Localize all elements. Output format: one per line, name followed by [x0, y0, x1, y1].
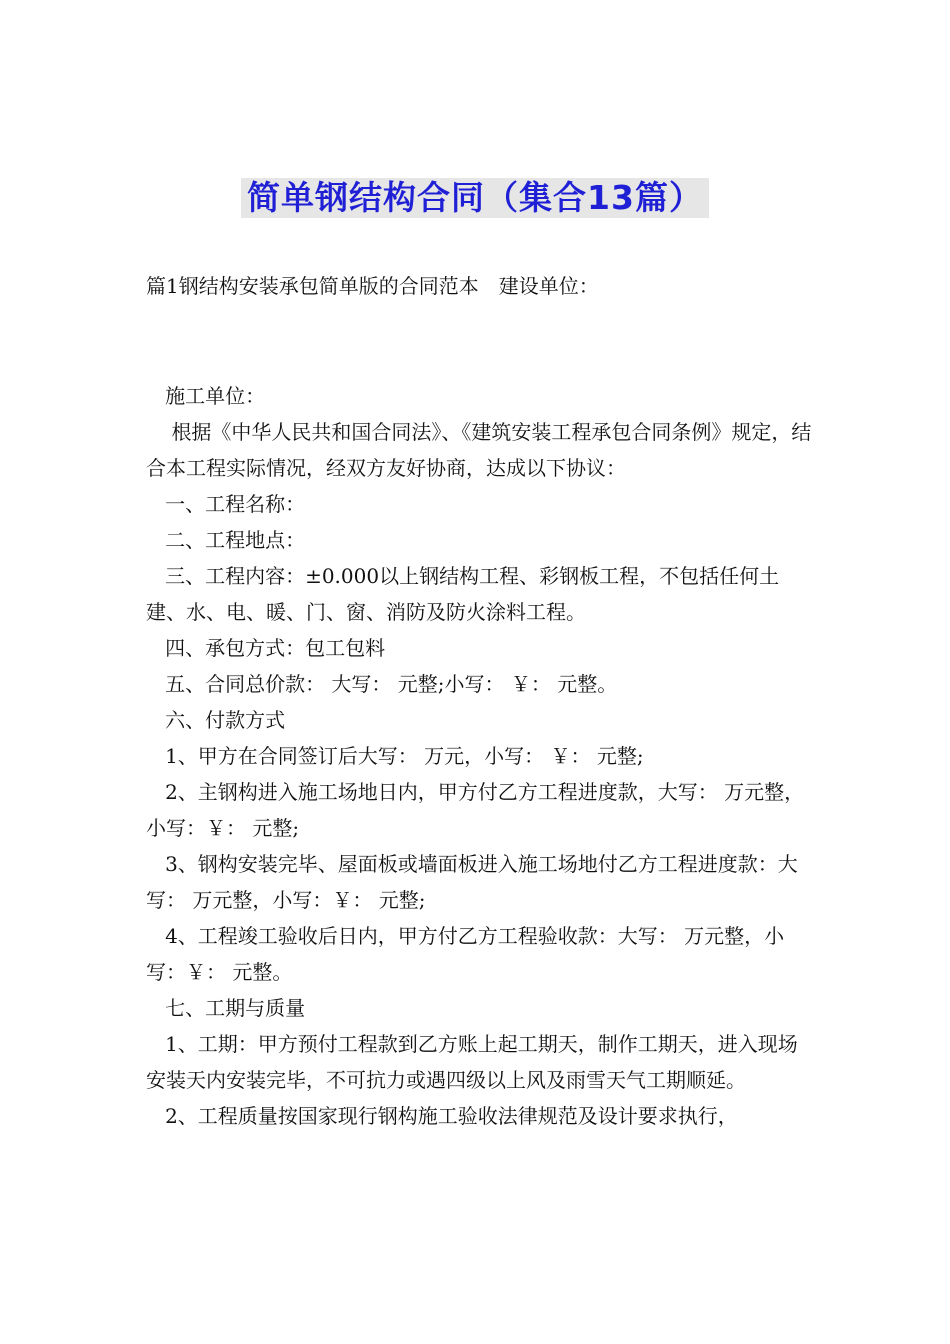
paragraph: 一、工程名称：	[146, 492, 306, 516]
paragraph: 3、钢构安装完毕、屋面板或墙面板进入施工场地付乙方工程进度款：大写： 万元整，小写：￥： 元整;	[146, 852, 798, 912]
paragraph: 根据《中华人民共和国合同法》、《建筑安装工程承包合同条例》规定，结合本工程实际情况，经双方友好协商，达成以下协议：	[146, 420, 812, 480]
document-title: 简单钢结构合同（集合13篇）	[241, 178, 709, 218]
paragraph: 二、工程地点：	[146, 528, 306, 552]
paragraph: 2、工程质量按国家现行钢构施工验收法律规范及设计要求执行，	[146, 1104, 738, 1128]
paragraph: 七、工期与质量	[146, 996, 306, 1020]
paragraph: 施工单位：	[146, 384, 266, 408]
document-body	[146, 268, 816, 1134]
section-heading: 篇1钢结构安装承包简单版的合同范本 建设单位：	[146, 274, 599, 298]
title-area	[0, 178, 950, 218]
paragraph: 4、工程竣工验收后日内，甲方付乙方工程验收款：大写： 万元整，小写：￥： 元整。	[146, 924, 785, 984]
paragraph: 四、承包方式：包工包料	[146, 636, 386, 660]
paragraph: 1、甲方在合同签订后大写： 万元，小写： ￥： 元整;	[146, 744, 644, 768]
paragraph: 六、付款方式	[146, 708, 286, 732]
paragraph: 三、工程内容：±0.000以上钢结构工程、彩钢板工程，不包括任何土建、水、电、暖、门、窗、消防及防火涂料工程。	[146, 564, 780, 624]
paragraph: 1、工期：甲方预付工程款到乙方账上起工期天，制作工期天，进入现场安装天内安装完毕，不可抗力或遇四级以上风及雨雪天气工期顺延。	[146, 1032, 798, 1092]
paragraph: 2、主钢构进入施工场地日内，甲方付乙方工程进度款，大写： 万元整，小写：￥： 元整;	[146, 780, 805, 840]
paragraph: 五、合同总价款： 大写： 元整;小写： ￥： 元整。	[146, 672, 618, 696]
